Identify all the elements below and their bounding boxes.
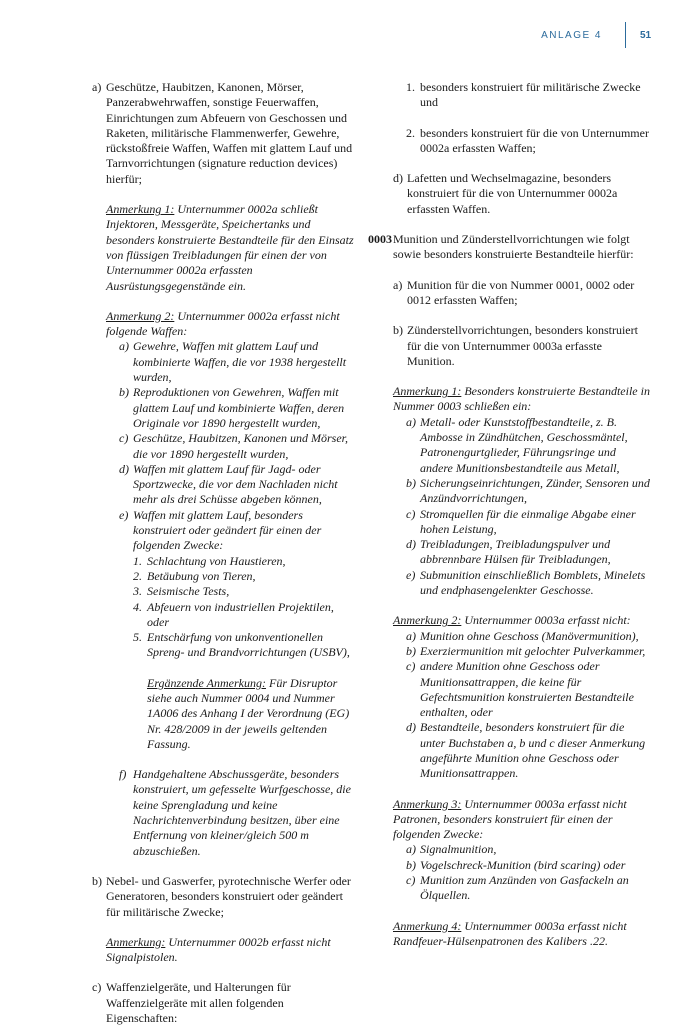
list-label: a): [119, 339, 129, 354]
section-0003-body: [393, 278, 650, 950]
list-item: [406, 842, 650, 857]
note-2-list: [406, 629, 650, 782]
list-label: a): [406, 414, 416, 429]
list-label: a): [406, 628, 416, 643]
sublist-label: 2.: [133, 568, 142, 583]
note-3: [393, 797, 650, 843]
header-divider: [625, 22, 626, 48]
list-label: e): [406, 567, 416, 582]
c-list: [406, 80, 650, 156]
sublist-item: [133, 630, 357, 661]
list-label: d): [406, 720, 416, 735]
list-item: [119, 508, 357, 554]
section-text: Munition und Zünderstellvorrichtungen wie folgt sowie besonders konstruierte Bestandteile hierfür:: [393, 232, 634, 262]
list-label: b): [406, 857, 416, 872]
list-item: [119, 462, 357, 508]
note-title: Anmerkung 2:: [106, 308, 175, 323]
list-label: 1.: [406, 80, 415, 94]
running-header: ANLAGE 4: [541, 30, 602, 41]
sublist-text: Schlachtung von Haustieren,: [147, 553, 286, 568]
sublist-label: 5.: [133, 630, 142, 645]
list-item: [406, 659, 650, 720]
supplementary-note: [147, 676, 357, 752]
item-label: d): [393, 171, 403, 186]
list-item: [406, 873, 650, 904]
item-text: Lafetten und Wechselmagazine, besonders konstruiert für die von Unternummer 0002a erfassten Waffen.: [407, 171, 618, 216]
list-item: [393, 278, 650, 309]
list-text: Munition für die von Nummer 0001, 0002 oder 0012 erfassten Waffen;: [407, 277, 635, 307]
list-text: besonders konstruiert für die von Unternummer 0002a erfassten Waffen;: [420, 125, 649, 155]
list-text: Exerziermunition mit gelochter Pulverkammer,: [420, 643, 646, 658]
list-text: Geschütze, Haubitzen, Kanonen und Mörser, die vor 1890 hergestellt wurden,: [133, 431, 348, 461]
item-label: a): [92, 80, 102, 94]
list-label: a): [393, 277, 403, 292]
note-2: [393, 613, 650, 628]
list-item: [119, 339, 357, 385]
list-text: Signalmunition,: [420, 842, 497, 857]
note-title: Anmerkung 4:: [393, 918, 462, 933]
list-label: c): [406, 506, 416, 521]
left-column: [92, 80, 357, 1026]
list-item: [406, 858, 650, 873]
list-item: [406, 80, 650, 111]
sublist-label: 1.: [133, 553, 142, 568]
list-text: Munition ohne Geschoss (Manövermunition),: [420, 628, 639, 643]
item-b: [92, 874, 357, 920]
section-number: 0003: [368, 232, 392, 247]
section-0003: [368, 232, 650, 263]
list-item: [119, 385, 357, 431]
list-text: Submunition einschließlich Bomblets, Minelets und endphasengelenkter Geschosse.: [420, 567, 646, 598]
list-text: Stromquellen für die einmalige Abgabe einer hohen Leistung,: [420, 506, 636, 536]
list-item: [406, 537, 650, 568]
list-text: Munition zum Anzünden von Gasfackeln an Ölquellen.: [420, 873, 629, 903]
list-label: b): [406, 475, 416, 490]
note-b: [106, 935, 357, 966]
sublist-text: Abfeuern von industriellen Projektilen, oder: [147, 599, 334, 629]
item-label: c): [92, 980, 102, 995]
list-label: 2.: [406, 125, 415, 140]
list-label: f): [119, 767, 127, 782]
note-title: Ergänzende Anmerkung:: [147, 675, 266, 690]
right-column: [368, 80, 650, 949]
note-title: Anmerkung 2:: [393, 613, 462, 628]
list-text: Sicherungseinrichtungen, Zünder, Sensoren und Anzündvorrichtungen,: [420, 475, 650, 506]
list-text: andere Munition ohne Geschoss oder Munitionsattrappen, die keine für Gefechtsmunition konstruierten Bestandteile enthalten, oder: [420, 659, 634, 720]
note-3-list: [406, 842, 650, 903]
item-d: [393, 171, 650, 217]
note-title: Anmerkung 1:: [393, 384, 462, 399]
list-item: [393, 323, 650, 369]
note-1: [393, 384, 650, 415]
note-text: Unternummer 0003a erfasst nicht Patronen, besonders konstruiert für einen der folgenden Zwecke:: [393, 796, 627, 842]
list-label: d): [406, 537, 416, 552]
list-item: [119, 767, 357, 859]
note-text: Besonders konstruierte Bestandteile in Nummer 0003 schließen ein:: [393, 384, 650, 414]
sublist-item: [133, 554, 357, 569]
list-text: Handgehaltene Abschussgeräte, besonders konstruiert, um gefesselte Wurfgeschosse, die keine Sprengladung und keine Nachrichtenverbindung besitzen, über eine Entfernung von kleiner/gleich 500 m abzuschießen.: [133, 767, 351, 858]
list-text: besonders konstruiert für militärische Zwecke und: [420, 80, 641, 110]
list-text: Bestandteile, besonders konstruiert für die unter Buchstaben a, b und c dieser Anmerkung angeführte Munition ohne Geschoss oder Munitionsattrappen.: [420, 720, 646, 781]
note-text: Unternummer 0002a schließt Injektoren, Messgeräte, Speichertanks und besonders konstruierte Bestandteile für den Einsatz von flüssigen Treibladungen für einen der von Unternummer 0002a erfassten Ausrüstungsgegenstände ein.: [106, 202, 354, 293]
list-text: Waffen mit glattem Lauf für Jagd- oder Sportzwecke, die vor dem Nachladen nicht mehr als drei Schüsse abgeben können,: [133, 461, 338, 507]
note-1: [106, 202, 357, 294]
note-text: Unternummer 0003a erfasst nicht:: [461, 613, 631, 628]
note-title: Anmerkung 1:: [106, 202, 175, 217]
sublist-text: Betäubung von Tieren,: [147, 568, 256, 583]
list-label: a): [406, 842, 416, 857]
list-text: Zünderstellvorrichtungen, besonders konstruiert für die von Unternummer 0003a erfasste Munition.: [407, 323, 638, 368]
list-text: Vogelschreck-Munition (bird scaring) oder: [420, 857, 626, 872]
list-item: [119, 431, 357, 462]
list-label: d): [119, 461, 129, 476]
list-item: [406, 629, 650, 644]
note-text: Für Disruptor siehe auch Nummer 0004 und Nummer 1A006 des Anhang I der Verordnung (EG) Nr. 428/2009 in der jeweils geltenden Fassung.: [147, 675, 350, 751]
item-text: Waffenzielgeräte, und Halterungen für Waffenzielgeräte mit allen folgenden Eigenschaften:: [106, 980, 291, 1026]
item-a: [92, 80, 357, 187]
list-label: b): [119, 385, 129, 400]
list-text: Gewehre, Waffen mit glattem Lauf und kombinierte Waffen, die vor 1938 hergestellt wurden,: [133, 339, 347, 385]
list-item: [406, 415, 650, 476]
sublist-item: [133, 600, 357, 631]
list-text: Reproduktionen von Gewehren, Waffen mit glattem Lauf und kombinierte Waffen, deren Originale vor 1890 hergestellt wurden,: [133, 385, 345, 430]
sublist-label: 4.: [133, 599, 142, 614]
note-text: Unternummer 0003a erfasst nicht Randfeuer-Hülsenpatronen des Kalibers .22.: [393, 918, 627, 948]
list-label: b): [393, 323, 403, 338]
sublist-text: Entschärfung von unkonventionellen Spreng- und Brandvorrichtungen (USBV),: [147, 630, 350, 660]
list-label: b): [406, 643, 416, 658]
note-text: Unternummer 0002b erfasst nicht Signalpistolen.: [106, 934, 331, 965]
list-text: Metall- oder Kunststoffbestandteile, z. B. Ambosse in Zündhütchen, Geschossmäntel, Patronengurtglieder, Führungsringe und andere Munitionsbestandteile aus Metall,: [420, 414, 628, 475]
note-title: Anmerkung 3:: [393, 796, 462, 811]
sublist-item: [133, 569, 357, 584]
list-label: c): [406, 659, 416, 674]
sublist: [133, 554, 357, 753]
list-item: [406, 720, 650, 781]
list-item: [406, 644, 650, 659]
note-text: Unternummer 0002a erfasst nicht folgende Waffen:: [106, 308, 340, 339]
item-label: b): [92, 873, 102, 888]
list-label: e): [119, 507, 129, 522]
note-1-list: [406, 415, 650, 599]
list-label: c): [406, 873, 416, 888]
list-item: [406, 476, 650, 507]
list-label: c): [119, 431, 129, 446]
note-title: Anmerkung:: [106, 934, 166, 949]
note-2-list: [119, 339, 357, 859]
item-text: Nebel- und Gaswerfer, pyrotechnische Werfer oder Generatoren, besonders konstruiert oder geändert für militärische Zwecke;: [106, 873, 351, 919]
sublist-item: [133, 584, 357, 599]
list-item: [406, 507, 650, 538]
list-item: [406, 126, 650, 157]
list-item: [406, 568, 650, 599]
sublist-text: Seismische Tests,: [147, 584, 230, 599]
list-text: Waffen mit glattem Lauf, besonders konstruiert oder geändert für einen der folgenden Zwecke:: [133, 507, 322, 553]
item-text: Geschütze, Haubitzen, Kanonen, Mörser, Panzerabwehrwaffen, sonstige Feuerwaffen, Einrichtungen zum Abfeuern von Geschossen und Raketen, militärische Flammenwerfer, Gewehre, rückstoßfreie Waffen, Waffen mit glattem Lauf und Tarnvorrichtungen (signature reduction devices) hierfür;: [106, 80, 353, 186]
sublist-label: 3.: [133, 584, 142, 599]
page-number: 51: [640, 30, 652, 41]
item-c: [92, 980, 357, 1026]
note-4: [393, 919, 650, 950]
list-text: Treibladungen, Treibladungspulver und abbrennbare Hülsen für Treibladungen,: [420, 537, 611, 567]
note-2: [106, 309, 357, 340]
